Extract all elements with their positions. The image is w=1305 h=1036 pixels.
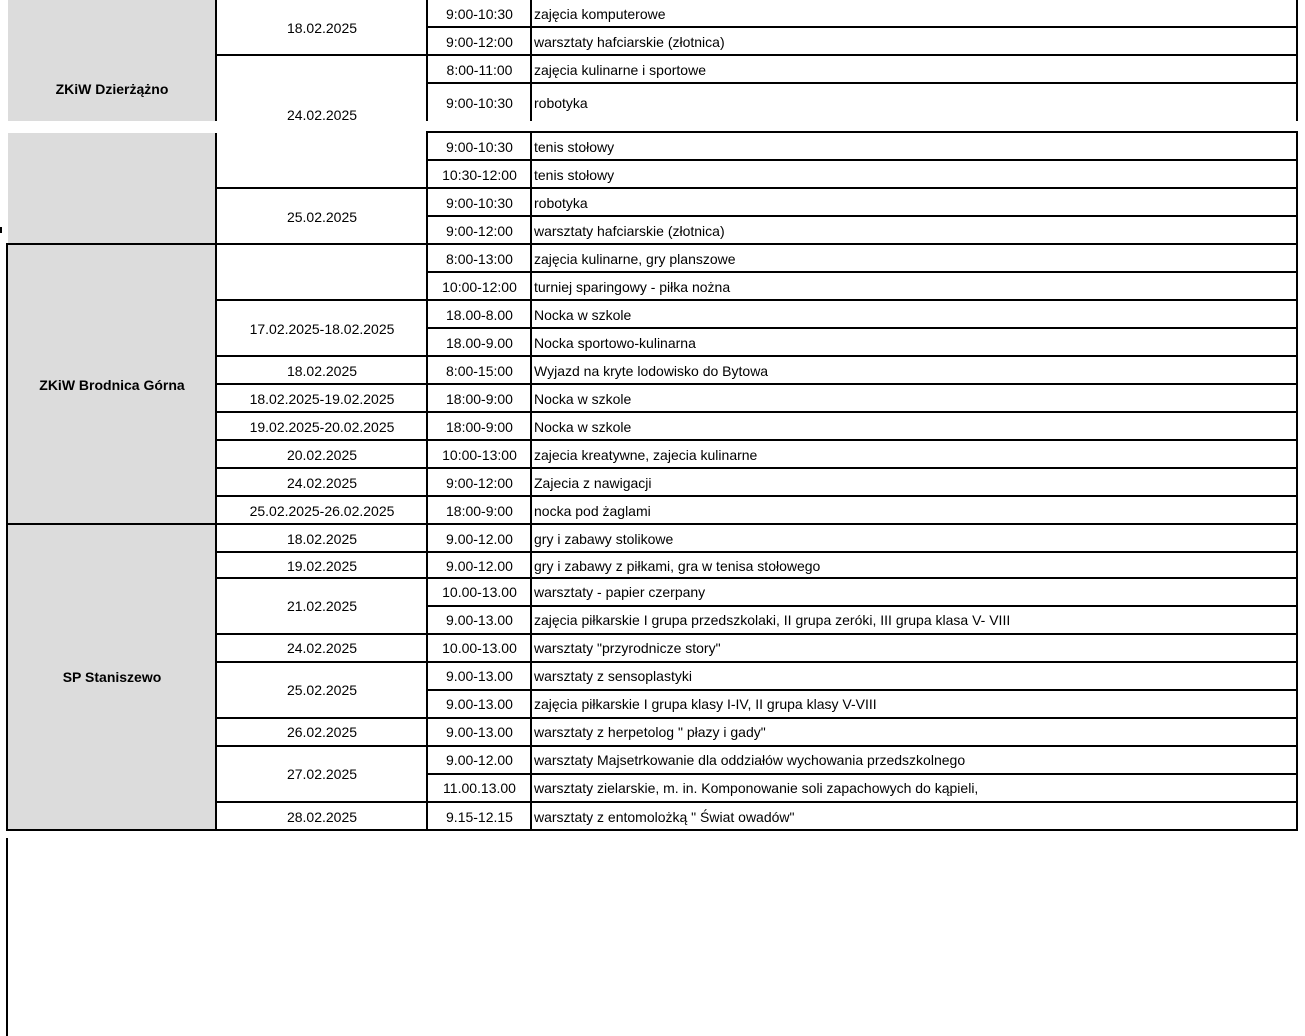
grid-line [215, 383, 1298, 385]
time-cell: 9:00-12:00 [446, 33, 513, 50]
time-cell: 18:00-9:00 [446, 419, 513, 435]
activity-cell: turniej sparingowy - piłka nożna [534, 279, 731, 295]
grid-line [426, 271, 1298, 273]
time-cell: 8:00-11:00 [446, 61, 513, 78]
grid-line [215, 187, 1298, 189]
date-cell: 25.02.2025 [286, 681, 358, 698]
grid-line [530, 0, 532, 121]
date-cell: 20.02.2025 [286, 447, 358, 463]
grid-line [1296, 132, 1298, 831]
time-cell: 10.00-13.00 [442, 640, 517, 656]
date-cell: 18.02.2025 [286, 19, 358, 36]
grid-line [215, 801, 1298, 803]
activity-cell: Nocka sportowo-kulinarna [534, 335, 696, 351]
time-cell: 9.00-13.00 [446, 668, 513, 684]
activity-cell: warsztaty "przyrodnicze story" [534, 640, 721, 656]
activity-cell: warsztaty z herpetolog " płazy i gady" [534, 724, 766, 740]
date-cell: 24.02.2025 [286, 640, 358, 656]
grid-line [1296, 0, 1298, 121]
activity-cell: zajęcia piłkarskie I grupa przedszkolaki, II grupa zeróki, III grupa klasa V- VIII [534, 612, 1011, 628]
grid-line [215, 355, 1298, 357]
time-cell: 10:00-13:00 [442, 447, 517, 463]
grid-line [215, 411, 1298, 413]
date-cell: 24.02.2025 [286, 475, 358, 491]
activity-cell: nocka pod żaglami [534, 503, 651, 519]
time-cell: 9.00-12.00 [446, 531, 513, 547]
time-cell: 18:00-9:00 [446, 503, 513, 519]
grid-line [426, 132, 428, 831]
grid-line [215, 661, 1298, 663]
time-cell: 18.00-9.00 [446, 335, 513, 351]
activity-cell: robotyka [534, 94, 588, 111]
school-cell-continued [8, 133, 216, 244]
grid-line [215, 467, 1298, 469]
grid-line [426, 689, 1298, 691]
time-cell: 9.00-13.00 [446, 612, 513, 628]
grid-line [426, 215, 1298, 217]
date-cell: 26.02.2025 [286, 724, 358, 740]
date-cell: 27.02.2025 [286, 766, 358, 782]
activity-cell: warsztaty hafciarskie (złotnica) [534, 33, 725, 50]
grid-line [426, 327, 1298, 329]
activity-cell: Nocka w szkole [534, 419, 632, 435]
grid-line [426, 773, 1298, 775]
school-cell: ZKiW Dzierżążno [8, 0, 216, 121]
date-cell: 17.02.2025-18.02.2025 [249, 320, 395, 337]
date-cell: 25.02.2025 [286, 208, 358, 225]
grid-line [426, 131, 1298, 133]
date-cell: 21.02.2025 [286, 597, 358, 614]
activity-cell: Wyjazd na kryte lodowisko do Bytowa [534, 363, 769, 379]
time-cell: 9:00-12:00 [446, 222, 513, 239]
time-cell: 10:30-12:00 [442, 166, 517, 183]
grid-line [215, 745, 1298, 747]
time-cell: 10.00-13.00 [442, 584, 517, 600]
activity-cell: Nocka w szkole [534, 307, 632, 323]
page-edge-line [6, 838, 8, 1036]
time-cell: 9:00-10:30 [446, 5, 513, 22]
activity-cell: gry i zabawy z piłkami, gra w tenisa stołowego [534, 557, 821, 574]
school-cell: SP Staniszewo [8, 525, 216, 829]
activity-cell: zajecia kreatywne, zajecia kulinarne [534, 447, 758, 463]
school-cell: ZKiW Brodnica Górna [8, 245, 216, 524]
grid-line [426, 0, 428, 121]
date-cell: 28.02.2025 [286, 809, 358, 825]
date-cell: 25.02.2025-26.02.2025 [249, 503, 395, 519]
activity-cell: warsztaty hafciarskie (złotnica) [534, 222, 725, 239]
grid-line [215, 633, 1298, 635]
activity-cell: warsztaty Majsetrkowanie dla oddziałów wychowania przedszkolnego [534, 752, 966, 768]
time-cell: 9.00-13.00 [446, 724, 513, 740]
grid-line [6, 829, 1298, 831]
grid-line [6, 243, 1298, 245]
grid-line [530, 132, 532, 831]
grid-line [426, 605, 1298, 607]
activity-cell: warsztaty - papier czerpany [534, 584, 706, 600]
grid-line [215, 717, 1298, 719]
grid-line [426, 159, 1298, 161]
time-cell: 9:00-12:00 [446, 475, 513, 491]
activity-cell: warsztaty zielarskie, m. in. Komponowanie soli zapachowych do kąpieli, [534, 780, 979, 796]
activity-cell: robotyka [534, 194, 588, 211]
time-cell: 10:00-12:00 [442, 279, 517, 295]
time-cell: 9.15-12.15 [446, 809, 513, 825]
date-cell: 19.02.2025 [286, 557, 358, 574]
time-cell: 18:00-9:00 [446, 391, 513, 407]
activity-cell: zajęcia kulinarne, gry planszowe [534, 251, 736, 267]
activity-cell: gry i zabawy stolikowe [534, 531, 674, 547]
time-cell: 9.00-12.00 [446, 557, 513, 574]
time-cell: 9.00-12.00 [446, 752, 513, 768]
time-cell: 9:00-10:30 [446, 138, 513, 155]
grid-line [215, 133, 217, 831]
grid-line [215, 577, 1298, 579]
grid-line [426, 82, 1298, 84]
grid-line [426, 26, 1298, 28]
time-cell: 9:00-10:30 [446, 94, 513, 111]
grid-line [6, 523, 1298, 525]
date-cell: 24.02.2025 [286, 107, 358, 123]
grid-line [6, 243, 8, 831]
activity-cell: warsztaty z sensoplastyki [534, 668, 692, 684]
date-cell: 18.02.2025 [286, 363, 358, 379]
time-cell: 8:00-13:00 [446, 251, 513, 267]
time-cell: 9.00-13.00 [446, 696, 513, 712]
activity-cell: zajęcia kulinarne i sportowe [534, 61, 706, 78]
edge-mark [0, 227, 2, 233]
grid-line [215, 299, 1298, 301]
date-cell: 18.02.2025-19.02.2025 [249, 391, 395, 407]
time-cell: 8:00-15:00 [446, 363, 513, 379]
grid-line [215, 495, 1298, 497]
time-cell: 9:00-10:30 [446, 194, 513, 211]
activity-cell: Zajecia z nawigacji [534, 475, 652, 491]
grid-line [215, 439, 1298, 441]
activity-cell: warsztaty z entomolożką " Świat owadów" [534, 809, 795, 825]
time-cell: 11.00.13.00 [443, 780, 516, 796]
activity-cell: zajęcia komputerowe [534, 5, 666, 22]
activity-cell: zajęcia piłkarskie I grupa klasy I-IV, II grupa klasy V-VIII [534, 696, 877, 712]
activity-cell: Nocka w szkole [534, 391, 632, 407]
grid-line [215, 54, 1298, 56]
activity-cell: tenis stołowy [534, 138, 615, 155]
date-cell: 18.02.2025 [286, 531, 358, 547]
date-cell: 19.02.2025-20.02.2025 [249, 419, 395, 435]
time-cell: 18.00-8.00 [446, 307, 513, 323]
activity-cell: tenis stołowy [534, 166, 615, 183]
grid-line [215, 551, 1298, 553]
grid-line [215, 0, 217, 121]
